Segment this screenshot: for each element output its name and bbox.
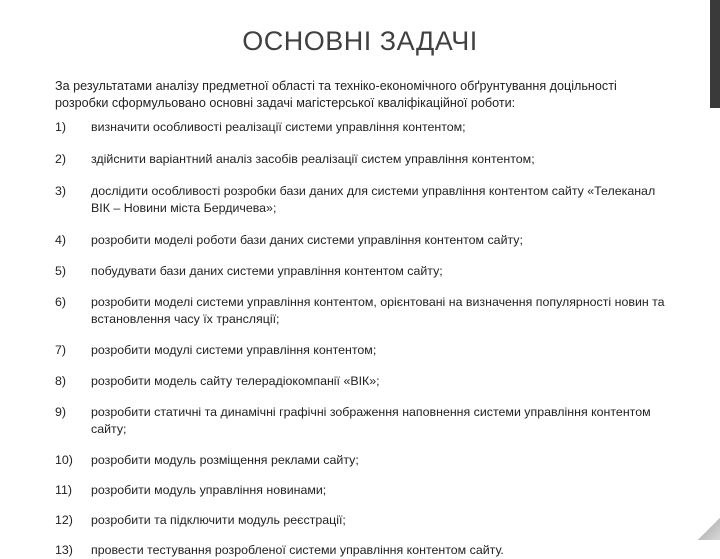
- task-number: 2): [55, 152, 67, 166]
- task-number: 12): [55, 513, 73, 527]
- task-number: 5): [55, 264, 67, 278]
- task-number: 11): [55, 483, 72, 497]
- task-number: 7): [55, 343, 67, 357]
- task-text: розробити статичні та динамічні графічні зображення наповнення системи управління контентом сайту;: [91, 405, 651, 436]
- task-item: [55, 512, 670, 529]
- task-text: провести тестування розробленої системи управління контентом сайту.: [91, 543, 504, 557]
- task-text: розробити моделі системи управління контентом, орієнтовані на визначення популярності новин та встановлення часу їх трансляції;: [91, 295, 665, 326]
- task-item: [55, 263, 670, 280]
- task-text: розробити та підключити модуль реєстрації;: [91, 513, 346, 527]
- task-item: [55, 232, 670, 249]
- task-number: 13): [55, 543, 73, 557]
- task-text: розробити модулі системи управління контентом;: [91, 343, 377, 357]
- task-item: [55, 373, 670, 390]
- task-text: розробити модуль управління новинами;: [91, 483, 327, 497]
- task-item: [55, 542, 670, 559]
- task-text: побудувати бази даних системи управління контентом сайту;: [91, 264, 443, 278]
- task-item: [55, 183, 670, 217]
- task-list: [55, 119, 670, 559]
- task-text: розробити модуль розміщення реклами сайту;: [91, 453, 359, 467]
- task-item: [55, 119, 670, 136]
- task-item: [55, 342, 670, 359]
- task-item: [55, 452, 670, 469]
- task-item: [55, 294, 670, 328]
- task-item: [55, 404, 670, 438]
- slide-corner-decoration: [698, 518, 720, 540]
- task-text: визначити особливості реалізації системи управління контентом;: [91, 120, 466, 134]
- task-text: дослідити особливості розробки бази даних для системи управління контентом сайту «Телеканал ВІК – Новини міста Бердичева»;: [91, 184, 656, 215]
- task-number: 10): [55, 453, 73, 467]
- task-text: здійснити варіантний аналіз засобів реалізації систем управління контентом;: [91, 152, 535, 166]
- task-number: 1): [55, 120, 67, 134]
- task-number: 4): [55, 233, 67, 247]
- slide-title: ОСНОВНІ ЗАДАЧІ: [242, 26, 478, 56]
- intro-paragraph: За результатами аналізу предметної області та техніко-економічного обґрунтування доцільності розробки сформульовано основні задачі магістерської кваліфікаційної роботи:: [55, 79, 617, 110]
- task-text: розробити модель сайту телерадіокомпанії «ВІК»;: [91, 374, 380, 388]
- task-number: 9): [55, 405, 67, 419]
- task-item: [55, 482, 670, 499]
- task-text: розробити моделі роботи бази даних системи управління контентом сайту;: [91, 233, 523, 247]
- task-number: 3): [55, 184, 67, 198]
- task-number: 8): [55, 374, 67, 388]
- task-item: [55, 151, 670, 168]
- task-number: 6): [55, 295, 67, 309]
